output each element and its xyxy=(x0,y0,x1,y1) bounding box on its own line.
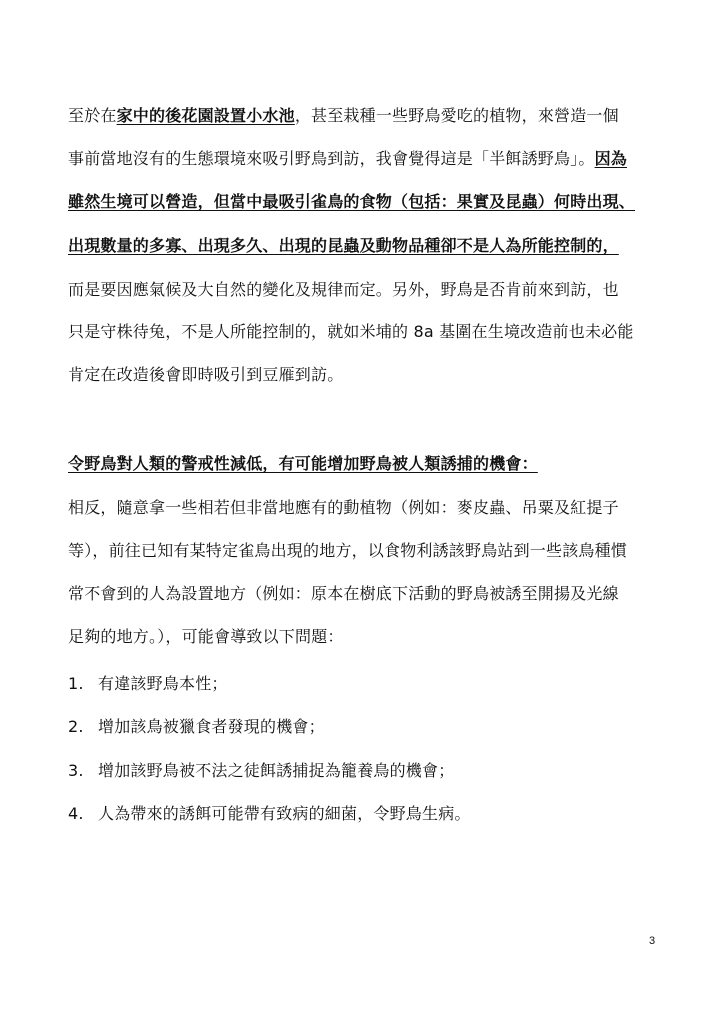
list-item xyxy=(68,803,658,825)
list-text: 增加該鳥被獵食者發現的機會； xyxy=(98,717,325,736)
page-number: 3 xyxy=(649,935,656,947)
paragraph2-line3: 常不會到的人為設置地方（例如：原本在樹底下活動的野鳥被誘至開揚及光線 xyxy=(68,584,619,603)
text-span: 至於在 xyxy=(68,106,117,125)
list-text: 增加該野鳥被不法之徒餌誘捕捉為籠養鳥的機會； xyxy=(98,761,455,780)
paragraph2-line2: 等），前往已知有某特定雀鳥出現的地方，以食物利誘該野鳥站到一些該鳥種慣 xyxy=(68,541,628,560)
paragraph1-line1 xyxy=(68,105,658,127)
section-heading: 令野鳥對人類的警戒性減低，有可能增加野鳥被人類誘捕的機會： xyxy=(68,454,538,473)
paragraph1-line3: 雖然生境可以營造，但當中最吸引雀鳥的食物（包括：果實及昆蟲）何時出現、 xyxy=(68,192,636,211)
text-span: 事前當地沒有的生態環境來吸引野鳥到訪，我會覺得這是「半餌誘野鳥」。 xyxy=(68,149,595,168)
list-item xyxy=(68,760,658,782)
paragraph1-line5: 而是要因應氣候及大自然的變化及規律而定。另外，野鳥是否肯前來到訪，也 xyxy=(68,280,619,299)
list-number: 2. xyxy=(68,717,84,736)
paragraph2-line4: 足夠的地方。），可能會導致以下問題： xyxy=(68,627,344,646)
list-item xyxy=(68,716,658,738)
emphasis-text: 家中的後花園設置小水池 xyxy=(116,106,295,125)
text-span: ，甚至栽種一些野鳥愛吃的植物，來營造一個 xyxy=(294,106,619,125)
emphasis-text: 因為 xyxy=(594,149,628,168)
list-text: 有違該野鳥本性； xyxy=(98,674,228,693)
paragraph2-line1: 相反，隨意拿一些相若但非當地應有的動植物（例如：麥皮蟲、吊粟及紅提子 xyxy=(68,498,619,517)
paragraph1-line2 xyxy=(68,148,658,170)
list-number: 4. xyxy=(68,804,84,823)
list-number: 3. xyxy=(68,761,84,780)
paragraph1-line7: 肯定在改造後會即時吸引到豆雁到訪。 xyxy=(68,365,344,384)
paragraph1-line6: 只是守株待兔，不是人所能控制的，就如米埔的 8a 基圍在生境改造前也未必能 xyxy=(68,322,634,341)
list-number: 1. xyxy=(68,674,84,693)
list-item xyxy=(68,673,658,695)
paragraph1-line4: 出現數量的多寡、出現多久、出現的昆蟲及動物品種卻不是人為所能控制的， xyxy=(68,236,619,255)
list-text: 人為帶來的誘餌可能帶有致病的細菌，令野鳥生病。 xyxy=(98,804,471,823)
